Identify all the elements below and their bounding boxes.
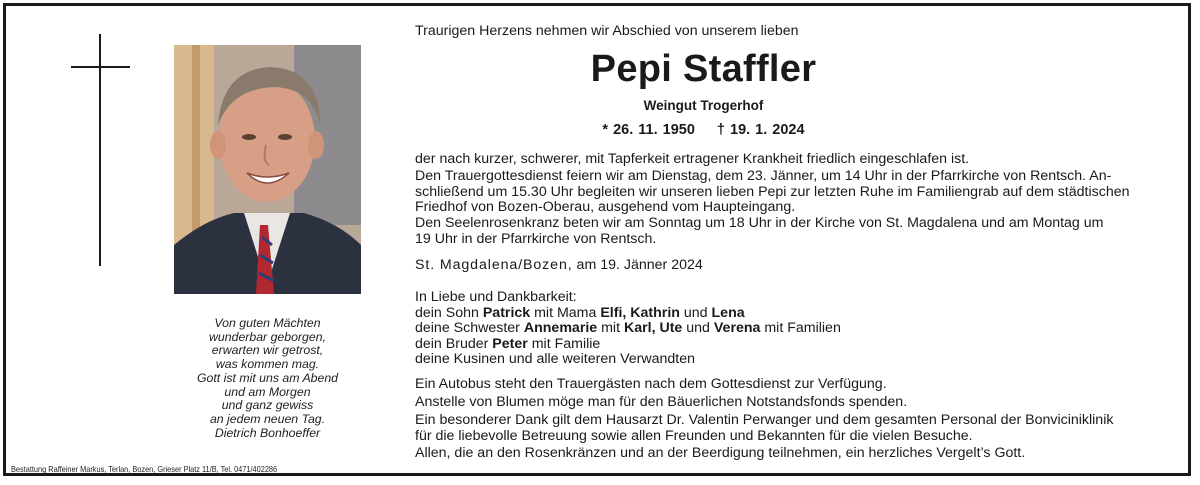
funeral-line: Friedhof von Bozen-Oberau, ausgehend vom Hauptеingang. bbox=[415, 199, 796, 215]
death-note bbox=[415, 152, 1185, 168]
mourners-heading: In Liebe und Dankbarkeit: bbox=[415, 289, 577, 305]
poem-line: erwarten wir getrost, bbox=[211, 343, 324, 358]
life-dates bbox=[415, 122, 992, 138]
mourners-list bbox=[415, 290, 1185, 368]
poem-line: Von guten Mächten bbox=[214, 316, 321, 330]
flowers-note bbox=[415, 395, 1185, 411]
thanks-line: Ein besonderer Dank gilt dem Hausarzt Dr. Valentin Perwanger und dem gesamten Personal der Bonviciniklinik bbox=[415, 412, 1114, 428]
poem-line: wunderbar geborgen, bbox=[209, 329, 326, 344]
poem-line: und ganz gewiss bbox=[221, 398, 314, 413]
funeral-info bbox=[415, 169, 1185, 216]
deceased-name: Pepi Staffler bbox=[590, 48, 817, 90]
bus-note bbox=[415, 377, 1185, 393]
mourner-line: deine Schwester Annemarie mit Karl, Ute und Verena mit Familien bbox=[415, 320, 841, 336]
closing-note-text: Allen, die an den Rosenkränzen und an der Beerdigung teilnehmen, ein herzliches Vergelt’s Gott. bbox=[415, 445, 1026, 461]
funeral-line: schließend um 15.30 Uhr begleiten wir unseren lieben Pepi zur letzten Ruhe im Familiengrab auf dem städtischen bbox=[415, 183, 1130, 200]
funeral-line: Den Trauergottesdienst feiern wir am Dienstag, dem 23. Jänner, um 14 Uhr in der Pfarrkirche von Rentsch. An- bbox=[415, 168, 1112, 184]
cross-icon-bar bbox=[71, 66, 130, 68]
intro-text: Traurigen Herzens nehmen wir Abschied von unserem lieben bbox=[415, 23, 799, 39]
birth-date: * 26. 11. 1950 bbox=[602, 122, 695, 138]
closing-note bbox=[415, 446, 1185, 462]
winery-subtitle: Weingut Trogerhof bbox=[643, 98, 764, 113]
rosary-line: 19 Uhr in der Pfarrkirche von Rentsch. bbox=[415, 230, 657, 247]
place-date bbox=[415, 257, 703, 273]
mourner-line: deine Kusinen und alle weiteren Verwandten bbox=[415, 351, 696, 367]
poem-line: Gott ist mit uns am Abend bbox=[196, 370, 339, 385]
place-date-text: am 19. Jänner 2024 bbox=[572, 257, 703, 273]
poem-line: was kommen mag. bbox=[215, 357, 320, 372]
poem-line: an jedem neuen Tag. bbox=[209, 411, 326, 426]
portrait-photo bbox=[174, 45, 361, 294]
bus-note-text: Ein Autobus steht den Trauergästen nach dem Gottesdienst zur Verfügung. bbox=[415, 376, 887, 392]
poem-line: und am Morgen bbox=[224, 384, 311, 399]
poem bbox=[180, 317, 355, 440]
cross-icon bbox=[99, 34, 101, 266]
death-date: † 19. 1. 2024 bbox=[716, 122, 805, 138]
mourner-line: dein Bruder Peter mit Familie bbox=[415, 335, 601, 352]
death-note-text: der nach kurzer, schwerer, mit Tapferkeit ertragener Krankheit friedlich eingeschlafen ist. bbox=[415, 151, 970, 167]
funeral-home-footer: Bestattung Raffeiner Markus, Terlan, Bozen, Grieser Platz 11/B, Tel. 0471/402286 bbox=[11, 465, 278, 474]
rosary-line: Den Seelenrosenkranz beten wir am Sonntag um 18 Uhr in der Kirche von St. Magdalena und am Montag um bbox=[415, 215, 1104, 231]
rosary-info bbox=[415, 216, 1185, 247]
thanks-note bbox=[415, 413, 1185, 444]
poem-author: Dietrich Bonhoeffer bbox=[214, 425, 321, 440]
mourner-line: dein Sohn Patrick mit Mama Elfi, Kathrin und Lena bbox=[415, 304, 745, 321]
thanks-line: für die liebevolle Betreuung sowie allen Freunden und Bekannten für die vielen Besuche. bbox=[415, 427, 973, 444]
place-location: St. Magdalena/Bozen, bbox=[415, 257, 573, 273]
flowers-note-text: Anstelle von Blumen möge man für den Bäuerlichen Notstandsfonds spenden. bbox=[415, 394, 908, 410]
